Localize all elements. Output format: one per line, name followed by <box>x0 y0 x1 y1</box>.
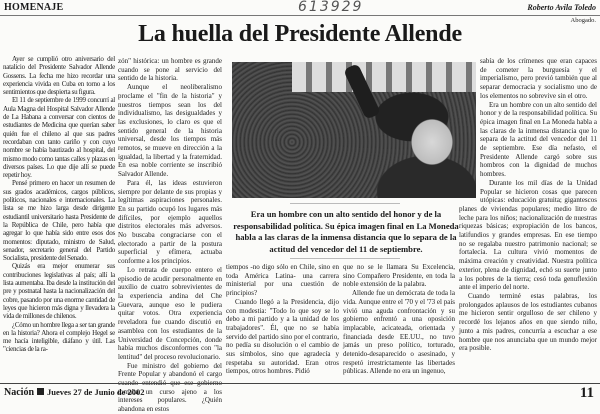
paragraph: Cuando terminé estas palabras, los prolongados aplausos de los estudiantes cubanos me hicieron sentir orgulloso de ser chileno y recordé los lejanos años en que siendo niño, junto a mis padres, concurría a escuchar a ese hombre que nos anunciaba que un mundo mejor era posible. <box>459 291 597 353</box>
handwritten-number: 613929 <box>298 0 364 15</box>
article-column-2 <box>118 57 222 414</box>
paragraph: Para él, las ideas estuvieron siempre por delante de sus propias y legítimas aspiraciones personales. En su partido ocupó los lugares más difíciles, por ejemplo aquellos distritos electorales más adversos. No buscaba congraciarse con el electorado a partir de la postura superficial y efímera, actuaba conforme a los principios. <box>118 178 222 266</box>
article-title: La huella del Presidente Allende <box>138 21 462 47</box>
article-column-1 <box>3 55 115 382</box>
paragraph: ¿Cómo un hombre llega a ser tan grande en la historia? Ahora el complejo Hegel se me hacía inteligible, diáfano y útil. Las "ciencias de la ra- <box>3 320 115 354</box>
paragraph: Era un hombre con un alto sentido del honor y de la responsabilidad política. Su épica imagen final en La Moneda habla a las claras de la inmensa distancia que lo separa de la actitud del vencedor del 11 de septiembre. Ese día nefasto, el Presidente Allende cargó sobre sus hombros con la dignidad de muchos hombres. <box>480 100 597 179</box>
article-column-3 <box>226 263 339 376</box>
allende-photo <box>232 62 476 198</box>
paragraph: Lo retrata de cuerpo entero el episodio de acudir personalmente en auxilio de cuatro sobrevivientes de la experiencia andina del Che Guevara, aunque eso le pudiera quitar votos. Otra experiencia reveladora fue cuando discutió en asamblea con los estudiantes de la Universidad de Concepción, donde había muchos disconformes con "la lentitud" del proceso revolucionario. <box>118 265 222 361</box>
square-bullet-icon <box>37 388 44 395</box>
header-rule <box>0 15 600 16</box>
article-column-4 <box>343 263 455 376</box>
publication-date: Jueves 27 de Junio de 2002 <box>47 387 145 397</box>
caption-rule <box>290 258 400 259</box>
paragraph: Quizás era mejor enumerar sus contribuciones legislativas al país; allí la lista aumentaba. Iba desde la institución del pre y postnatal hasta la nacionalización del cobre, pasando por una enorme cantidad de leyes que hicieron más digna y llevadera la vida de millones de chilenos. <box>3 262 115 321</box>
paragraph: Fue ministro del gobierno del Frente Popular y abandonó el cargo cuando entendió que ese gobierno tomaba un curso ajeno a los intereses populares. ¿Quién abandona en estos <box>118 361 222 414</box>
author-role: Abogado. <box>570 17 596 24</box>
paragraph: que no se le llamara Su Excelencia, sino Compañero Presidente, en toda la noble extensión de la palabra. <box>343 263 455 289</box>
paragraph: zón" histórica: un hombre es grande cuando se pone al servicio del sentido de la historia. <box>118 57 222 83</box>
paragraph: tiempos -no digo sólo en Chile, sino en toda América Latina- una carrera ministerial por una cuestión de principios? <box>226 263 339 298</box>
publication-name: Nación <box>4 387 34 398</box>
caption-rule <box>290 203 400 204</box>
author-name: Roberto Avila Toledo <box>527 3 596 12</box>
footer-rule <box>0 383 600 384</box>
paragraph: Pensé primero en hacer un resumen de sus grados académicos, cargos públicos, políticos, nacionales e internacionales. La lista se me hizo larga desde dirigente estudiantil universitario hasta Presidente de la República de Chile, pero había que agregar lo que había sido entre esos dos momentos: diputado, ministro de Salud, senador, secretario general del Partido Socialista, presidente del Senado. <box>3 179 115 263</box>
paragraph: Ayer se cumplió otro aniversario del natalicio del Presidente Salvador Allende Gossens. La fecha me hizo recordar una experiencia vivida en Cuba en torno a los sentimientos que despierta su figura. <box>3 55 115 97</box>
paragraph: sabía de los crímenes que eran capaces de cometer la burguesía y el imperialismo, pero previó también que al separar democracia y socialismo uno de los elementos no sobrevive sin el otro. <box>480 57 597 100</box>
photo-buildings <box>292 62 476 92</box>
section-label: HOMENAJE <box>4 2 64 13</box>
page-number: 11 <box>579 385 594 401</box>
paragraph: Allende fue un demócrata de toda la vida. Aunque entre el '70 y el '73 el país vivió una aguda confrontación y su gobierno enfrentó a una oposición implacable, acicateada, orientada y financiada desde EE.UU., no tuvo jamás un preso político, torturado, detenido-desaparecido o asesinado, y respetó irrestrictamente las libertades públicas. Allende no era un ingenuo, <box>343 289 455 376</box>
pull-quote: Era un hombre con un alto sentido del honor y de la responsabilidad política. Su épica imagen final en La Moneda habla a las claras de la inmensa distancia que lo separa de la actitud del vencedor del 11 de septiembre. <box>233 209 459 254</box>
footer <box>4 387 145 398</box>
paragraph: Aunque el neoliberalismo proclame el "fin de la historia" y nuestros tiempos sean los del individualismo, las desigualdades y las exclusiones, lo claro es que el sentido general de la historia universal, desde los tiempos más remotos, se mueve en dirección a la igualdad, la libertad y la fraternidad. En esa noble corriente se inscribió Salvador Allende. <box>118 83 222 179</box>
article-column-5 <box>459 57 597 373</box>
paragraph: Durante los mil días de la Unidad Popular se hicieron cosas que parecen utópicas: educación gratuita; gigantescos planes de viviendas populares; medio litro de leche para los niños; nacionalización de nuestras riquezas básicas; expropiación de los bancos, latifundios y grandes empresas. En ese tiempo no se regalaba nuestro patrimonio nacional; se fortalecía. La cultura vivió momentos de máxima creación y creatividad. Nuestra política exterior, plena de dignidad, echó su suerte junto a los pobres de la tierra; cesó toda genuflexión ante el imperio del norte. <box>459 178 597 292</box>
paragraph: El 11 de septiembre de 1999 concurrí al Aula Magna del Hospital Salvador Allende de La Habana a conversar con cientos de estudiantes de Medicina que querían saber quién fue el chileno al que sus padres recordaban con tanto cariño y con cuyo nombre se había bautizado al hospital, del mismo modo como tantas calles y plazas en diversos países. Lo que dije allí se puede repetir hoy. <box>3 96 115 180</box>
paragraph: Cuando llegó a la Presidencia, dijo con modestia: "Todo lo que soy se lo debo a mi partido y a la unidad de los trabajadores". Él, que no se había servido del partido sino por el contrario, no pedía su disolución o el cambio de sus símbolos, sino que agradecía y respetaba su autoridad. Eran otros tiempos, otros hombres. Pidió <box>226 297 339 376</box>
